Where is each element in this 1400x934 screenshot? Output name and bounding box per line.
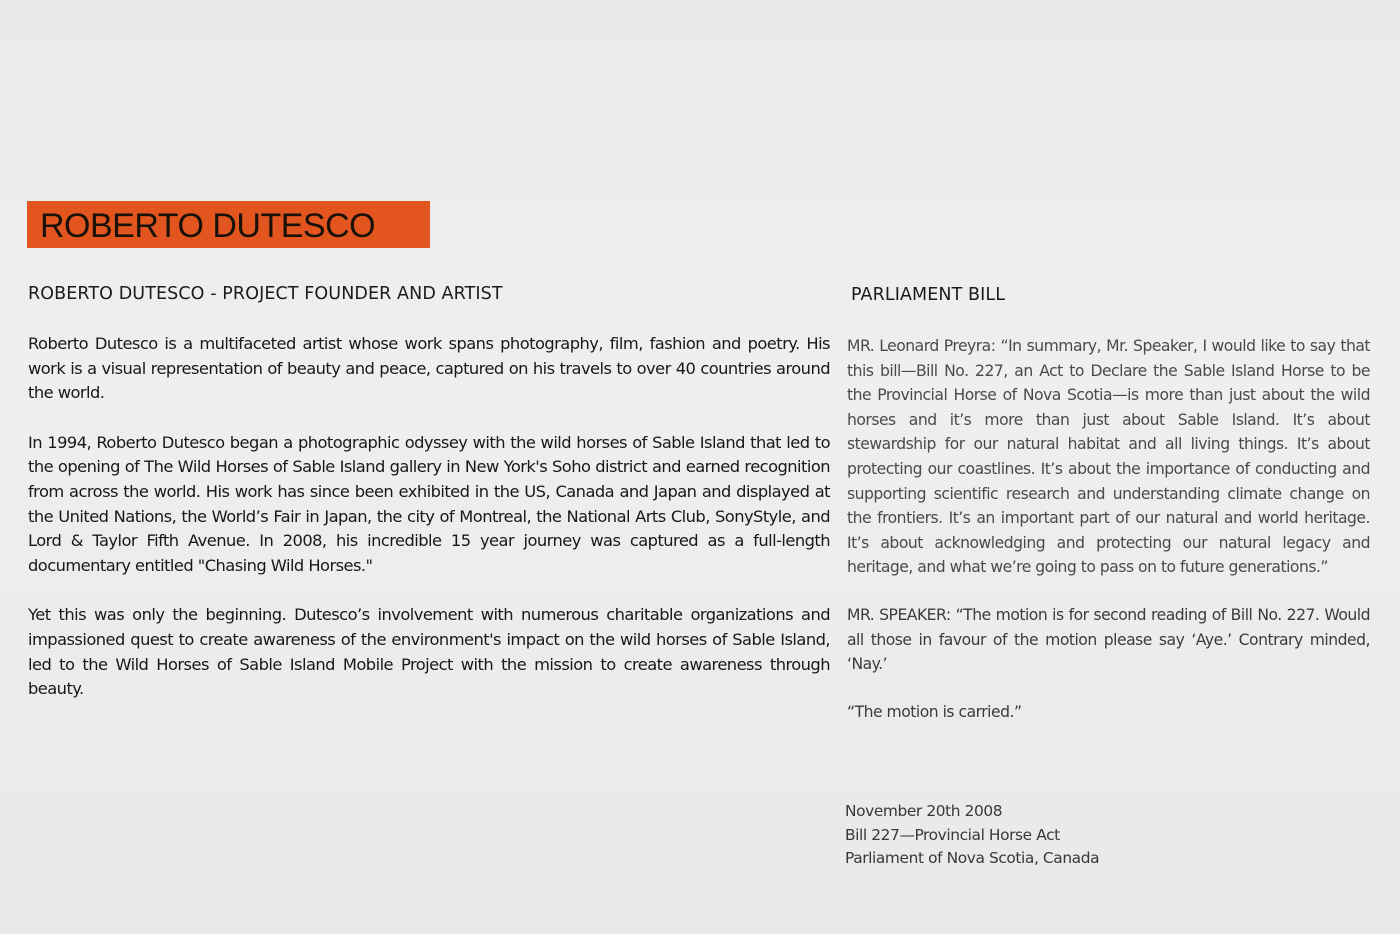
speaker-quote: MR. SPEAKER: “The motion is for second reading of Bill No. 227. Would all those in favour of the motion please say ‘Aye.’ Contrary minded, ‘Nay.’ xyxy=(847,605,1370,674)
bill-signoff xyxy=(845,800,1099,871)
founder-heading: ROBERTO DUTESCO - PROJECT FOUNDER AND ARTIST xyxy=(28,284,503,304)
bio-paragraph-3: Yet this was only the beginning. Dutesco’s involvement with numerous charitable organizations and impassioned quest to create awareness of the environment's impact on the wild horses of Sable Island, led to the Wild Horses of Sable Island Mobile Project with the mission to create awareness through beauty. xyxy=(28,605,830,699)
title-banner xyxy=(27,201,430,248)
parliament-column xyxy=(847,334,1370,724)
biography-column xyxy=(28,332,830,702)
signoff-body: Parliament of Nova Scotia, Canada xyxy=(845,849,1100,868)
bio-paragraph-1: Roberto Dutesco is a multifaceted artist whose work spans photography, film, fashion and poetry. His work is a visual representation of beauty and peace, captured on his travels to over 40 countries around the world. xyxy=(28,334,830,403)
motion-carried: “The motion is carried.” xyxy=(847,702,1022,721)
signoff-date: November 20th 2008 xyxy=(845,802,1003,820)
signoff-bill: Bill 227—Provincial Horse Act xyxy=(845,825,1060,844)
parliament-bill-heading: PARLIAMENT BILL xyxy=(851,285,1006,305)
preyra-quote: MR. Leonard Preyra: “In summary, Mr. Speaker, I would like to say that this bill—Bill No. 227, an Act to Declare the Sable Island Horse to be the Provincial Horse of Nova Scotia—is more than just about the wild horses and it’s more than just about Sable Island. It’s about stewardship for our natural habitat and all living things. It’s about protecting our coastlines. It’s about the importance of conducting and supporting scientific research and understanding climate change on the frontiers. It’s an important part of our natural and world heritage. It’s about acknowledging and protecting our natural legacy and heritage, and what we’re going to pass on to future generations.” xyxy=(847,337,1370,577)
banner-title: ROBERTO DUTESCO xyxy=(40,206,376,245)
bio-paragraph-2: In 1994, Roberto Dutesco began a photographic odyssey with the wild horses of Sable Island that led to the opening of The Wild Horses of Sable Island gallery in New York's Soho district and earned recognition from across the world. His work has since been exhibited in the US, Canada and Japan and displayed at the United Nations, the World’s Fair in Japan, the city of Montreal, the National Arts Club, SonyStyle, and Lord & Taylor Fifth Avenue. In 2008, his incredible 15 year journey was captured as a full-length documentary entitled "Chasing Wild Horses." xyxy=(28,432,830,575)
